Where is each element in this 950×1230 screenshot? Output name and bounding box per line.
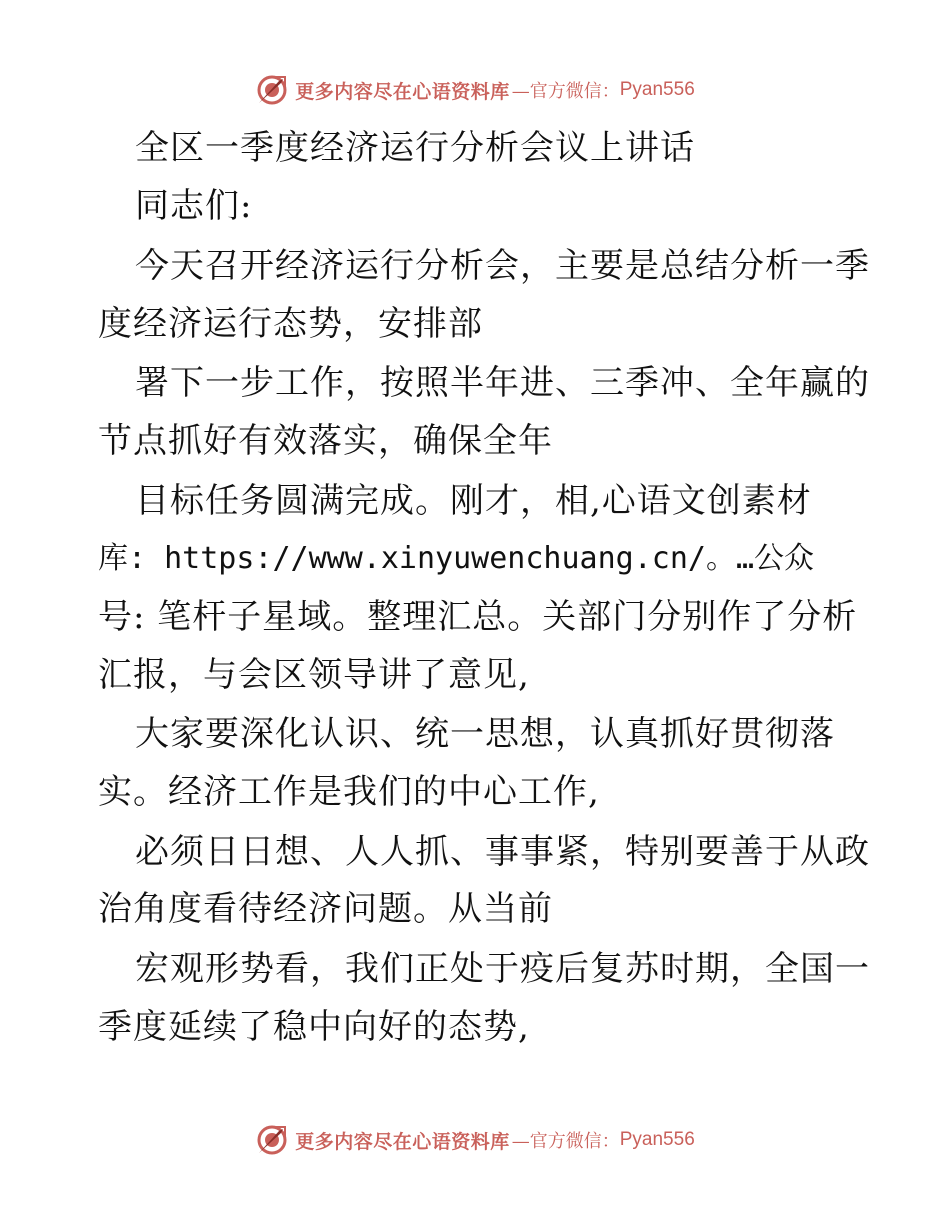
banner-site-text: 更多内容尽在心语资料库 [295,1130,510,1153]
paragraph-line: 署下一步工作，按照半年进、三季冲、全年赢的 [135,363,870,403]
banner-wechat-label: —官方微信： [511,81,620,102]
paragraph-line: 度经济运行态势，安排部 [98,304,483,344]
quill-logo-icon [255,73,289,107]
banner-wechat-id: Pyan556 [619,79,695,100]
footer-banner [0,1120,950,1160]
paragraph-line: 今天召开经济运行分析会，主要是总结分析一季 [135,246,870,286]
paragraph-line: 大家要深化认识、统一思想，认真抓好贯彻落 [135,714,835,754]
banner-wechat-label: —官方微信： [511,1131,620,1152]
paragraph-line: 汇报，与会区领导讲了意见, [98,655,530,695]
banner-wechat-id: Pyan556 [619,1129,695,1150]
paragraph-line: 库: https://www.xinyuwenchuang.cn/。…公众 [98,541,815,576]
paragraph-line: 必须日日想、人人抓、事事紧，特别要善于从政 [135,832,870,872]
quill-logo-icon [255,1123,289,1157]
paragraph-line: 治角度看待经济问题。从当前 [98,889,553,929]
paragraph-line: 目标任务圆满完成。刚才，相,心语文创素材 [135,481,812,521]
paragraph-line: 宏观形势看，我们正处于疫后复苏时期，全国一 [135,949,870,989]
paragraph-line: 号: 笔杆子星域。整理汇总。关部门分别作了分析 [98,597,858,637]
document-title: 全区一季度经济运行分析会议上讲话 [135,128,695,168]
salutation: 同志们: [135,186,253,226]
header-banner [0,70,950,110]
paragraph-line: 季度延续了稳中向好的态势, [98,1007,530,1047]
paragraph-line: 节点抓好有效落实，确保全年 [98,421,553,461]
paragraph-line: 实。经济工作是我们的中心工作, [98,772,600,812]
banner-site-text: 更多内容尽在心语资料库 [295,80,510,103]
